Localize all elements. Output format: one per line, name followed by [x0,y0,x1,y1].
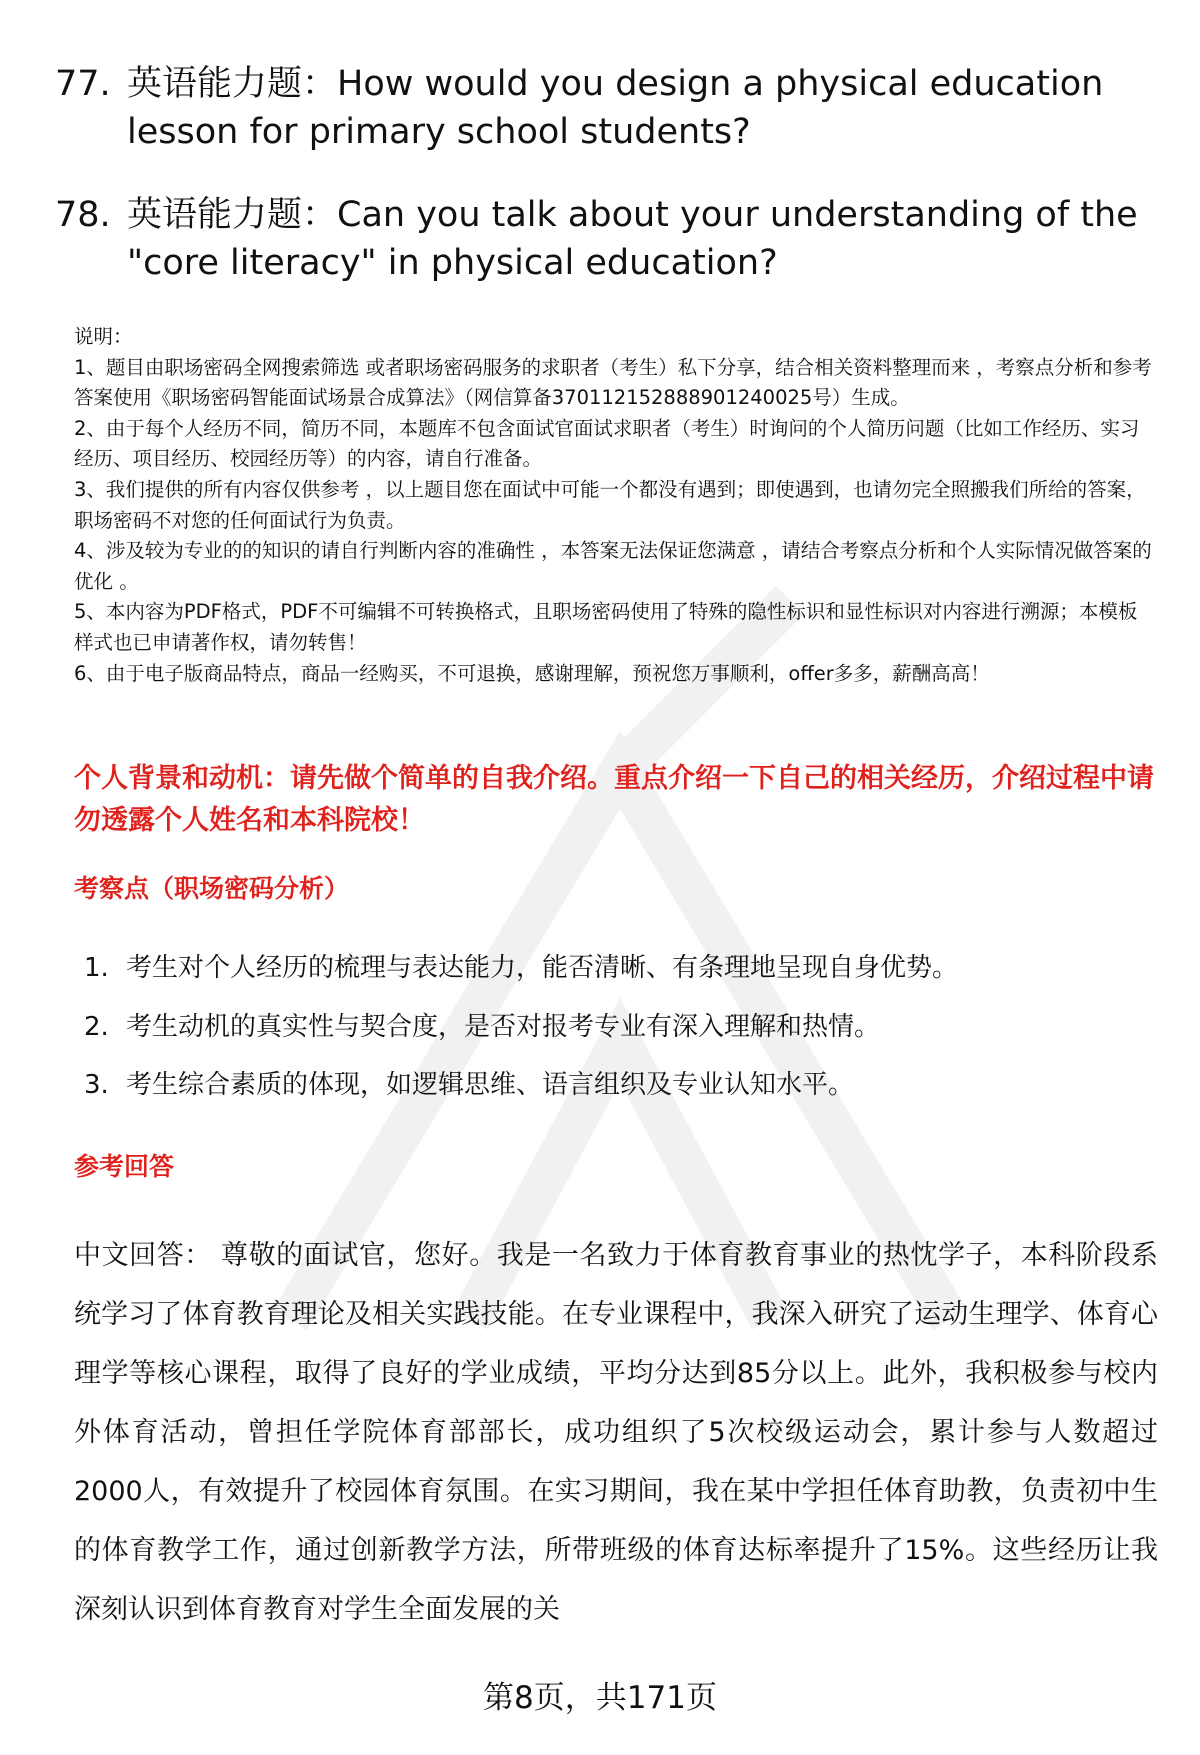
page-indicator: 第8页，共171页 [483,1680,717,1716]
question-text: 英语能力题：How would you design a physical education lesson for primary school students? [127,64,1104,152]
item-number: 2. [84,1011,109,1042]
question-number: 77. [55,64,111,104]
analysis-item [84,1007,958,1066]
analysis-list [84,948,958,1124]
note-item: 2、由于每个人经历不同，简历不同，本题库不包含面试官面试求职者（考生）时询问的个人简历问题（比如工作经历、实习经历、项目经历、校园经历等）的内容，请自行准备。 [74,416,1140,471]
interview-question-heading: 个人背景和动机：请先做个简单的自我介绍。重点介绍一下自己的相关经历，介绍过程中请勿透露个人姓名和本科院校！ [74,763,1154,836]
note-item: 3、我们提供的所有内容仅供参考 ，以上题目您在面试中可能一个都没有遇到；即使遇到，也请勿完全照搬我们所给的答案，职场密码不对您的任何面试行为负责。 [74,477,1146,532]
answer-heading: 参考回答 [74,1152,175,1181]
question-text: 英语能力题：Can you talk about your understanding of the "core literacy" in physical education? [127,195,1138,283]
question-77 [55,60,1165,156]
disclaimer-notes [74,322,1154,689]
question-number: 78. [55,195,111,235]
note-item: 5、本内容为PDF格式，PDF不可编辑不可转换格式，且职场密码使用了特殊的隐性标识和显性标识对内容进行溯源；本模板样式也已申请著作权，请勿转售！ [74,600,1138,654]
analysis-item [84,1065,958,1124]
notes-title: 说明： [74,325,133,348]
note-item: 1、题目由职场密码全网搜索筛选 或者职场密码服务的求职者（考生）私下分享，结合相关资料整理而来 ，考察点分析和参考答案使用《职场密码智能面试场景合成算法》（网信算备370112152888901240025号）生成。 [74,355,1152,410]
analysis-item [84,948,958,1007]
analysis-heading: 考察点（职场密码分析） [74,874,350,903]
note-item: 4、涉及较为专业的的知识的请自行判断内容的准确性 ，本答案无法保证您满意 ，请结合考察点分析和个人实际情况做答案的优化 。 [74,539,1152,593]
item-number: 3. [84,1070,109,1100]
item-text: 考生综合素质的体现，如逻辑思维、语言组织及专业认知水平。 [126,1070,855,1100]
answer-text: 中文回答： 尊敬的面试官，您好。我是一名致力于体育教育事业的热忱学子，本科阶段系统学习了体育教育理论及相关实践技能。在专业课程中，我深入研究了运动生理学、体育心理学等核心课程，取得了良好的学业成绩，平均分达到85分以上。此外，我积极参与校内外体育活动，曾担任学院体育部部长，成功组织了5次校级运动会，累计参与人数超过2000人，有效提升了校园体育氛围。在实习期间，我在某中学担任体育助教，负责初中生的体育教学工作，通过创新教学方法，所带班级的体育达标率提升了15%。这些经历让我深刻认识到体育教育对学生全面发展的关 [74,1240,1158,1625]
note-item: 6、由于电子版商品特点，商品一经购买，不可退换，感谢理解，预祝您万事顺利，offer多多，薪酬高高！ [74,661,990,685]
item-text: 考生动机的真实性与契合度，是否对报考专业有深入理解和热情。 [126,1011,881,1042]
item-number: 1. [84,953,109,983]
question-78 [55,191,1165,287]
item-text: 考生对个人经历的梳理与表达能力，能否清晰、有条理地呈现自身优势。 [126,953,959,983]
